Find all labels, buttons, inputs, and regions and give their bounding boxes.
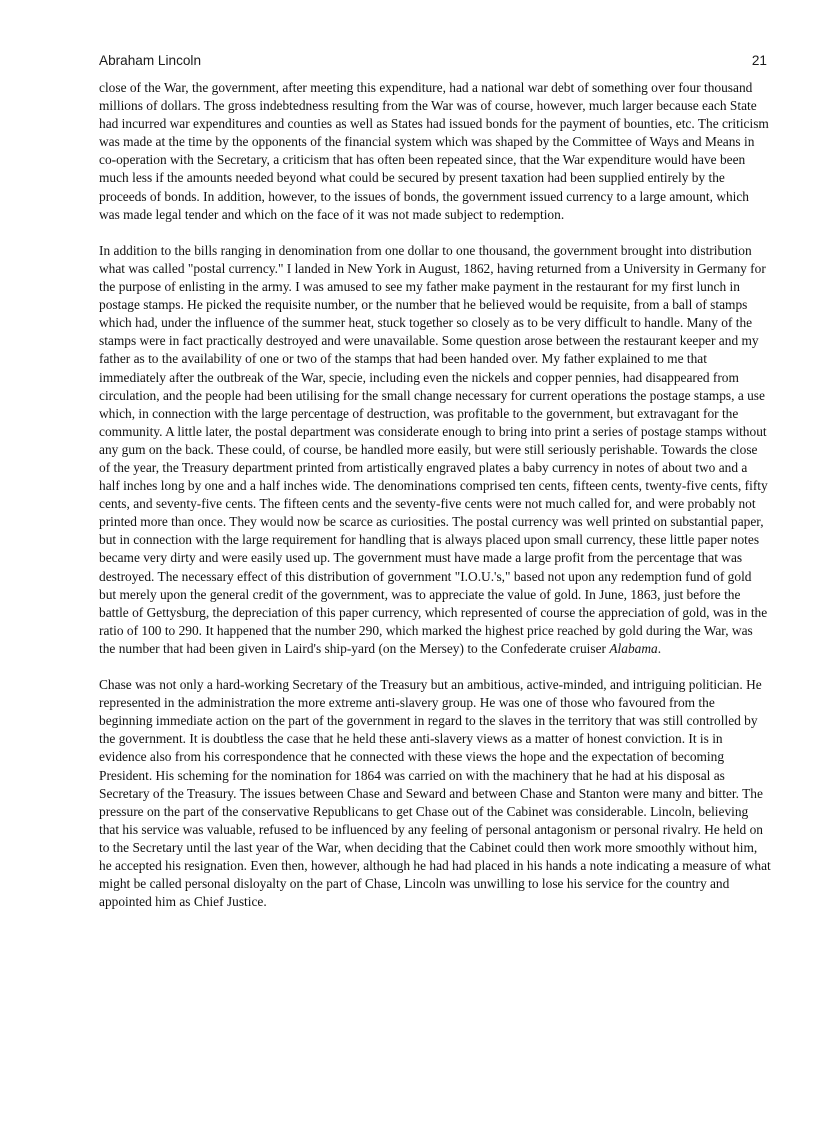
book-title: Abraham Lincoln — [99, 53, 202, 68]
page-number: 21 — [751, 53, 767, 68]
body-text — [99, 79, 771, 929]
paragraph-end-punctuation: . — [657, 640, 662, 656]
paragraph-postal-currency-text: In addition to the bills ranging in denomination from one dollar to one thousand, the government brought into distribution what was called "postal currency." I landed in New York in August, 1862, having returned from a University in Germany for the purpose of enlisting in the army. I was amused to see my father make payment in the restaurant for my first lunch in postage stamps. He picked the requisite number, or the number that he believed would be requisite, from a ball of stamps which had, under the influence of the summer heat, stuck together so closely as to be very difficult to handle. Many of the stamps were in fact practically destroyed and were unavailable. Some question arose between the restaurant keeper and my father as to the availability of one or two of the stamps that had been handed over. My father explained to me that immediately after the outbreak of the War, specie, including even the nickels and copper pennies, had disappeared from circulation, and the people had been utilising for the small change necessary for current operations the postage stamps, a use which, in connection with the large percentage of destruction, was profitable to the government, but extravagant for the community. A little later, the postal department was considerate enough to bring into print a series of postage stamps without any gum on the back. These could, of course, be handled more easily, but were still seriously perishable. Towards the close of the year, the Treasury department printed from artistically engraved plates a baby currency in notes of about two and a half inches long by one and a half inches wide. The denominations comprised ten cents, fifteen cents, twenty-five cents, fifty cents, and seventy-five cents. The fifteen cents and the seventy-five cents were not much called for, and were probably not printed more than once. They would now be scarce as curiosities. The postal currency was well printed on substantial paper, but in connection with the large requirement for handling that is always placed upon small currency, these little paper notes became very dirty and were easily used up. The government must have made a large profit from the percentage that was destroyed. The necessary effect of this distribution of government "I.O.U.'s," based not upon any redemption fund of gold but merely upon the general credit of the government, was to appreciate the value of gold. In June, 1863, just before the battle of Gettysburg, the depreciation of this paper currency, which represented of course the appreciation of gold, was in the ratio of 100 to 290. It happened that the number 290, which marked the highest price reached by gold during the War, was the number that had been given in Laird's ship-yard (on the Mersey) to the Confederate cruiser — [99, 242, 768, 656]
paragraph-postal-currency — [99, 242, 771, 658]
paragraph-war-debt: close of the War, the government, after meeting this expenditure, had a national war debt of something over four thousand millions of dollars. The gross indebtedness resulting from the War was of course, however, much larger because each State had incurred war expenditures and counties as well as States had issued bonds for the payment of bounties, etc. The criticism was made at the time by the opponents of the financial system which was shaped by the Committee of Ways and Means in co-operation with the Secretary, a criticism that has often been repeated since, that the War expenditure would have been much less if the amounts needed beyond what could be secured by present taxation had been supplied entirely by the proceeds of bonds. In addition, however, to the issues of bonds, the government issued currency to a large amount, which was made legal tender and which on the face of it was not made subject to redemption. — [99, 80, 769, 222]
paragraph-chase: Chase was not only a hard-working Secretary of the Treasury but an ambitious, active-minded, and intriguing politician. He represented in the administration the more extreme anti-slavery group. He was one of those who favoured from the beginning immediate action on the part of the government in regard to the slaves in the territory that was still controlled by the government. It is doubtless the case that he held these anti-slavery views as a matter of honest conviction. It is in evidence also from his correspondence that he connected with these views the hope and the expectation of becoming President. His scheming for the nomination for 1864 was carried on with the machinery that he had at his disposal as Secretary of the Treasury. The issues between Chase and Seward and between Chase and Stanton were many and bitter. The pressure on the part of the conservative Republicans to get Chase out of the Cabinet was considerable. Lincoln, believing that his service was valuable, refused to be influenced by any feeling of personal antagonism or personal rivalry. He held on to the Secretary until the last year of the War, when deciding that the Cabinet could then work more smoothly without him, he accepted his resignation. Even then, however, although he had had placed in his hands a note indicating a measure of what might be called personal disloyalty on the part of Chase, Lincoln was unwilling to lose his service for the country and appointed him as Chief Justice. — [99, 677, 771, 910]
running-header — [99, 53, 767, 71]
ship-name-italic: Alabama — [609, 640, 658, 656]
